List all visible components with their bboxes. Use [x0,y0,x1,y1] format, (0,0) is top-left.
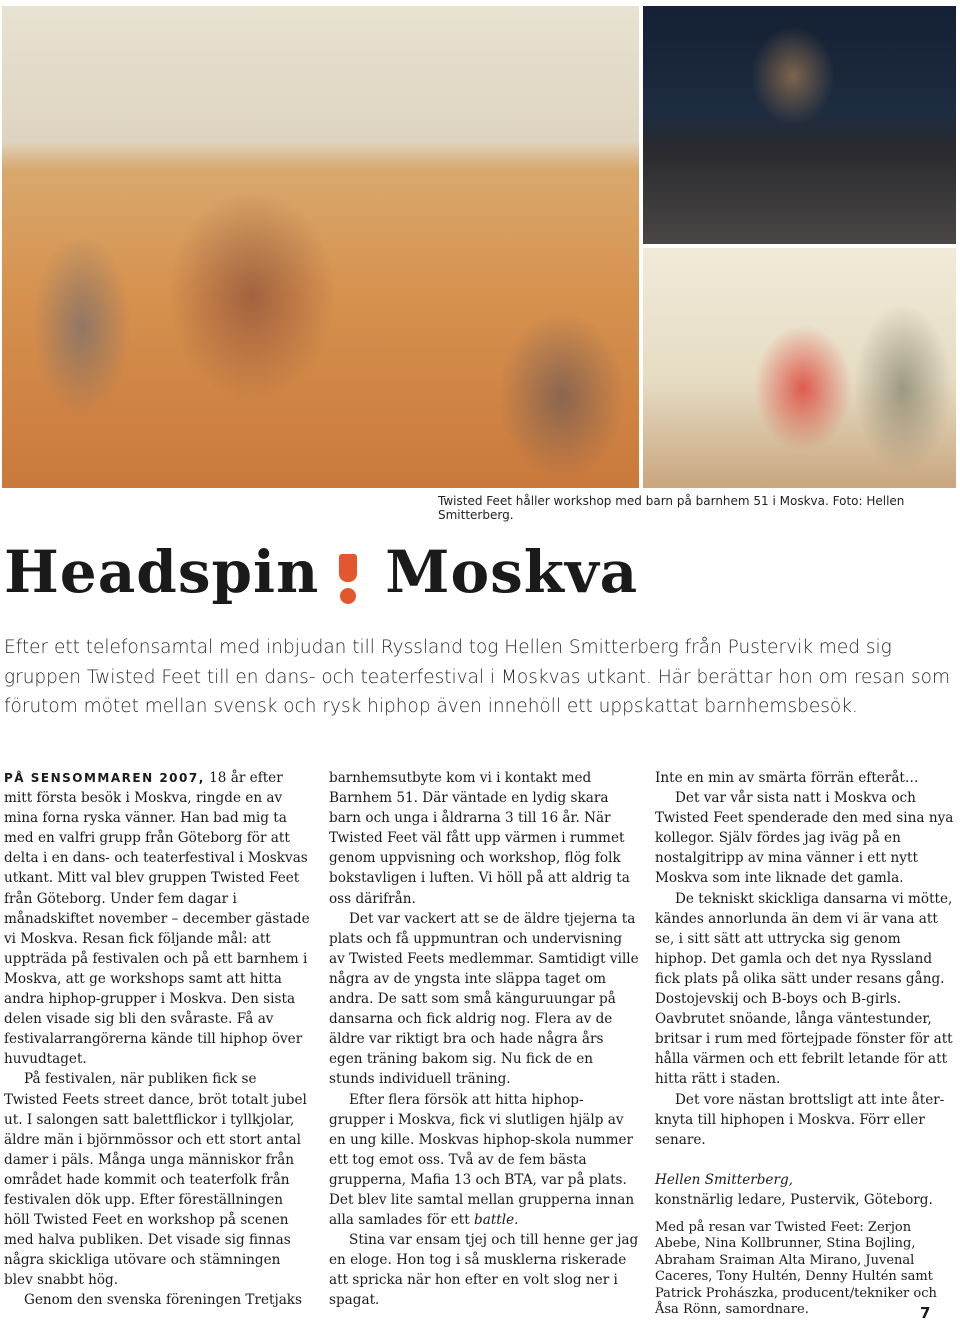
workshop-photo [2,6,639,488]
col3-paragraph-1: Inte en min av smärta förrän efteråt… [655,770,919,786]
col3-paragraph-3: De tekniskt skickliga dansarna vi mötte, kändes annorlunda än dem vi är vana att se, i sitt sätt att uttrycka sig genom hiphop. Det gamla och det nya Ryssland fick plats på olika sätt under resans gång. Dostojevskij och B-boys och B-girls. Oavbrutet snöande, långa väntestunder, britsar i rum med förtejpade fönster för att hålla värmen och ett febrilt letande för att hitta rätt i staden. [655,890,953,1088]
inverted-exclamation-icon [335,540,361,604]
col2-paragraph-1: barnhemsutbyte kom vi i kontakt med Barnhem 51. Där väntade en lydig skara barn och unga i åldrarna 3 till 16 år. När Twisted Feet väl fått upp värmen i rummet genom uppvisning och workshop, flög folk bokstavligen i luften. Vi höll på att aldrig ta oss därifrån. [329,770,630,907]
article-column-2 [329,768,639,1311]
col1-paragraph-3: Genom den svenska föreningen Tretjaks [24,1292,303,1309]
col1-paragraph-1 [4,768,312,1069]
col1-paragraph-2: På festivalen, när publiken fick se Twisted Feets street dance, bröt totalt jubel ut. I salongen satt balettflickor i tyllkjolar, äldre män i björnmössor och ett stort antal damer i päls. Många unga människor från området hade kommit och teaterfolk från festivalen dök upp. Efter föreställningen höll Twisted Feet en workshop på scenen med halva publiken. Det visade sig finnas några skickliga utövare och stämningen blev snabbt hög. [4,1071,307,1289]
crew-list: Med på resan var Twisted Feet: Zerjon Abebe, Nina Kollbrunner, Stina Bojling, Abraham Sraiman Alta Mirano, Juvenal Caceres, Tony Hultén, Denny Hultén samt Patrick Prohászka, producent/tekniker och Åsa Rönn, samordnare. [655,1219,937,1317]
battle-word: battle. [474,1212,519,1229]
col1-paragraph-1-text: 18 år efter mitt första besök i Moskva, ringde en av mina forna ryska vänner. Han bad mig ta med en valfri grupp från Göteborg för att delta i en dans- och teaterfestival i Moskvas utkant. Mitt val blev gruppen Twisted Feet från Göteborg. Under fem dagar i månadskiftet november – december gästade vi Moskva. Resan fick följande mål: att uppträda på festivalen och på ett barnhem i Moskva, att ge workshops samt att hitta andra hiphop-grupper i Moskva. Den sista delen visade sig bli den svåraste. Få av festivalarrangörerna kände till hiphop över huvudtaget. [4,770,310,1068]
col3-paragraph-4: Det vore nästan brottsligt att inte åter-knyta till hiphopen i Moskva. Förr eller senare. [655,1091,945,1148]
article-column-1 [4,768,312,1311]
col3-paragraph-2: Det var vår sista natt i Moskva och Twisted Feet spenderade den med sina nya kollegor. Själv fördes jag iväg på en nostalgitripp av mina vänner i ett nytt Moskva som inte liknade det gamla. [655,790,954,887]
red-square-group-photo [643,6,956,244]
article-column-3 [655,768,955,1318]
signature-role: konstnärlig ledare, Pustervik, Göteborg. [655,1191,933,1208]
photo-caption: Twisted Feet håller workshop med barn på barnhem 51 i Moskva. Foto: Hellen Smitterberg. [438,494,905,522]
page-number: 7 [920,1304,931,1322]
col2-paragraph-3 [329,1090,639,1231]
signature-name: Hellen Smitterberg, [655,1171,794,1188]
headline-left: Headspin [4,538,320,606]
headline [4,532,638,612]
intro-caps: PÅ SENSOMMAREN 2007, [4,771,205,785]
headline-right: Moskva [385,538,639,606]
lead-paragraph: Efter ett telefonsamtal med inbjudan till Ryssland tog Hellen Smitterberg från Pustervik med sig gruppen Twisted Feet till en dans- och teaterfestival i Moskvas utkant. Här berättar hon om resan som förutom mötet mellan svensk och rysk hiphop även innehöll ett uppskattat barnhemsbesök. [4,637,950,717]
dancing-girl-photo [643,248,956,488]
col2-paragraph-4: Stina var ensam tjej och till henne ger jag en eloge. Hon tog i så musklerna riskerade att spricka när hon efter en volt slog ner i spagat. [329,1232,639,1309]
col2-paragraph-3-text: Efter flera försök att hitta hiphop-grupper i Moskva, fick vi slutligen hjälp av en ung kille. Moskvas hiphop-skola nummer ett tog emot oss. Två av de fem bästa grupperna, Mafia 13 och BTA, var på plats. Det blev lite samtal mellan grupperna innan alla samlades för ett [329,1091,635,1229]
col2-paragraph-2: Det var vackert att se de äldre tjejerna ta plats och få uppmuntran och undervisning av Twisted Feets medlemmar. Samtidigt ville några av de yngsta inte släppa taget om andra. De satt som små känguruungar på dansarna och fick aldrig nog. Flera av de äldre var riktigt bra och hade några års egen träning bakom sig. Nu fick de en stunds individuell träning. [329,910,639,1088]
